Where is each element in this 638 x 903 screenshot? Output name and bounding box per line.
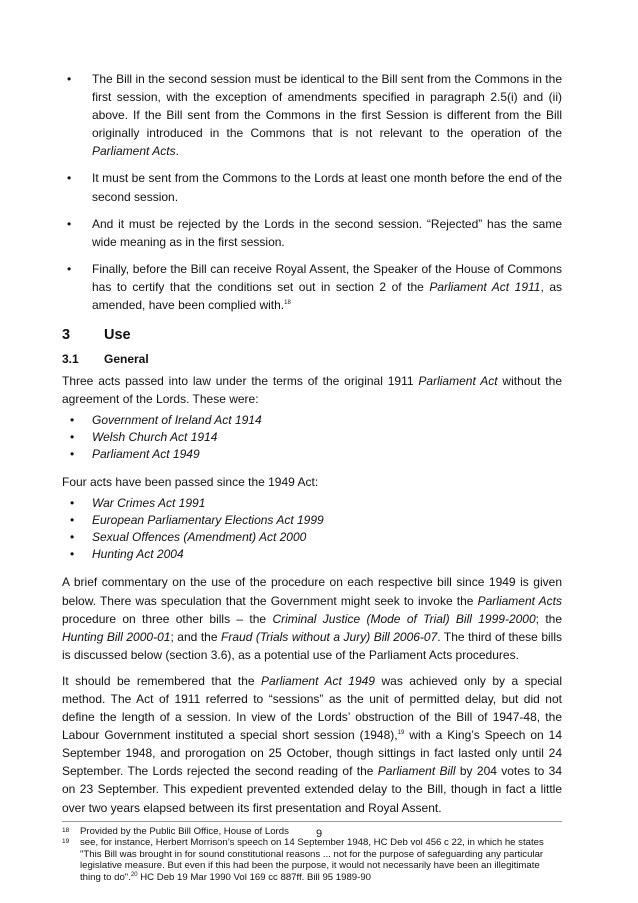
bullet-icon: • xyxy=(70,447,75,462)
list-item xyxy=(62,215,562,251)
bullet-icon: • xyxy=(70,496,75,511)
section-number: 3 xyxy=(62,327,71,344)
bullet-text: It must be sent from the Commons to the Lords at least one month before the end of the second session. xyxy=(92,171,562,204)
section-title: Use xyxy=(104,327,131,344)
list-item: • Hunting Act 2004 xyxy=(70,547,184,562)
footnote-text: Provided by the Public Bill Office, House of Lords xyxy=(80,825,289,837)
list-item: • War Crimes Act 1991 xyxy=(70,496,206,511)
list-item: • Welsh Church Act 1914 xyxy=(70,430,218,445)
bullet-icon: • xyxy=(67,171,72,186)
section-heading xyxy=(62,324,562,346)
bullet-icon: • xyxy=(67,72,72,86)
acts-1949-list xyxy=(62,495,562,563)
list-item xyxy=(62,169,562,205)
bullet-icon: • xyxy=(70,530,75,545)
paragraph-acts-1911: Three acts passed into law under the terms of the original 1911 Parliament Act without the agreement of the Lords. These were: xyxy=(62,374,562,407)
footnote-divider xyxy=(62,821,562,822)
paragraph-commentary: A brief commentary on the use of the procedure on each respective bill since 1949 is given below. There was speculation that the Government might seek to invoke the Parliament Acts procedure on three other bills – the Criminal Justice (Mode of Trial) Bill 1999-2000; the Hunting Bill 2000-01; and the Fraud (Trials without a Jury) Bill 2006-07. The third of these bills is discussed below (section 3.6), as a potential use of the Parliament Acts procedures. xyxy=(62,575,563,662)
list-item: • European Parliamentary Elections Act 1999 xyxy=(70,513,324,528)
list-item: • Government of Ireland Act 1914 xyxy=(70,413,262,428)
footnote-number: 19 xyxy=(62,838,70,846)
page-content xyxy=(62,70,562,883)
footnote-ref[interactable]: 18 xyxy=(284,300,291,307)
footnote-ref[interactable]: 19 xyxy=(397,730,405,737)
footnote xyxy=(62,837,562,883)
paragraph-acts-1949: Four acts have been passed since the 1949 Act: xyxy=(62,475,319,490)
bullet-text: Finally, before the Bill can receive Royal Assent, the Speaker of the House of Commons has to certify that the conditions set out in section 2 of the Parliament Act 1911, as amended, have been complied with.$^{18}$ xyxy=(92,261,562,313)
bullet-text: The Bill in the second session must be identical to the Bill sent from the Commons in the first session, with the exception of amendments specified in paragraph 2.5(i) and (ii) above. If the Bill sent from the Commons in the first Session is different from the Bill originally introduced in the Commons that is not relevant to the operation of the Parliament Acts. xyxy=(92,72,562,159)
bullet-icon: • xyxy=(67,261,72,276)
paragraph-1949-act: It should be remembered that the Parliament Act 1949 was achieved only by a special method. The Act of 1911 referred to “sessions” as the unit of permitted delay, but did not define the length of a session. In view of the Lords’ obstruction of the Bill of 1947-48, the Labour Government instituted a special short session (1948),$^{19}$ with a King’s Speech on 14 September 1948, and prorogation on 25 October, though sittings in fact lasted only until 24 September. The Lords rejected the second reading of the Parliament Bill by 204 votes to 34 on 23 September. This expedient prevented extended delay to the Bill, though in fact a little over two years elapsed between its first presentation and Royal Assent. xyxy=(62,673,563,815)
footnote-text: see, for instance, Herbert Morrison’s speech on 14 September 1948, HC Deb vol 456 c 22, in which he states "This Bill was brought in for sound constitutional reasons ... not for the purpose of safeguarding any particular legislative measure. But even if this had been the purpose, it would not necessarily have been an illegitimate thing to do".$^{20}$ HC Deb 19 Mar 1990 Vol 169 cc 887ff. Bill 95 1989-90 xyxy=(80,837,544,883)
bullet-icon: • xyxy=(70,413,75,428)
subsection-heading xyxy=(62,350,562,368)
bullet-icon: • xyxy=(70,547,75,562)
list-item: • Sexual Offences (Amendment) Act 2000 xyxy=(70,530,307,545)
list-item xyxy=(62,70,562,160)
conditions-list xyxy=(62,70,562,314)
acts-1911-list xyxy=(62,412,562,463)
footnote-number: 18 xyxy=(62,826,70,834)
bullet-text: And it must be rejected by the Lords in the second session. “Rejected” has the same wide meaning as in the first session. xyxy=(92,216,562,249)
bullet-icon: • xyxy=(67,216,72,231)
subsection-number: 3.1 xyxy=(62,352,79,367)
subsection-title: General xyxy=(104,352,149,367)
list-item xyxy=(62,260,562,314)
bullet-icon: • xyxy=(70,513,75,528)
list-item: • Parliament Act 1949 xyxy=(70,447,200,462)
page-number: 9 xyxy=(315,828,323,840)
bullet-icon: • xyxy=(70,430,75,445)
